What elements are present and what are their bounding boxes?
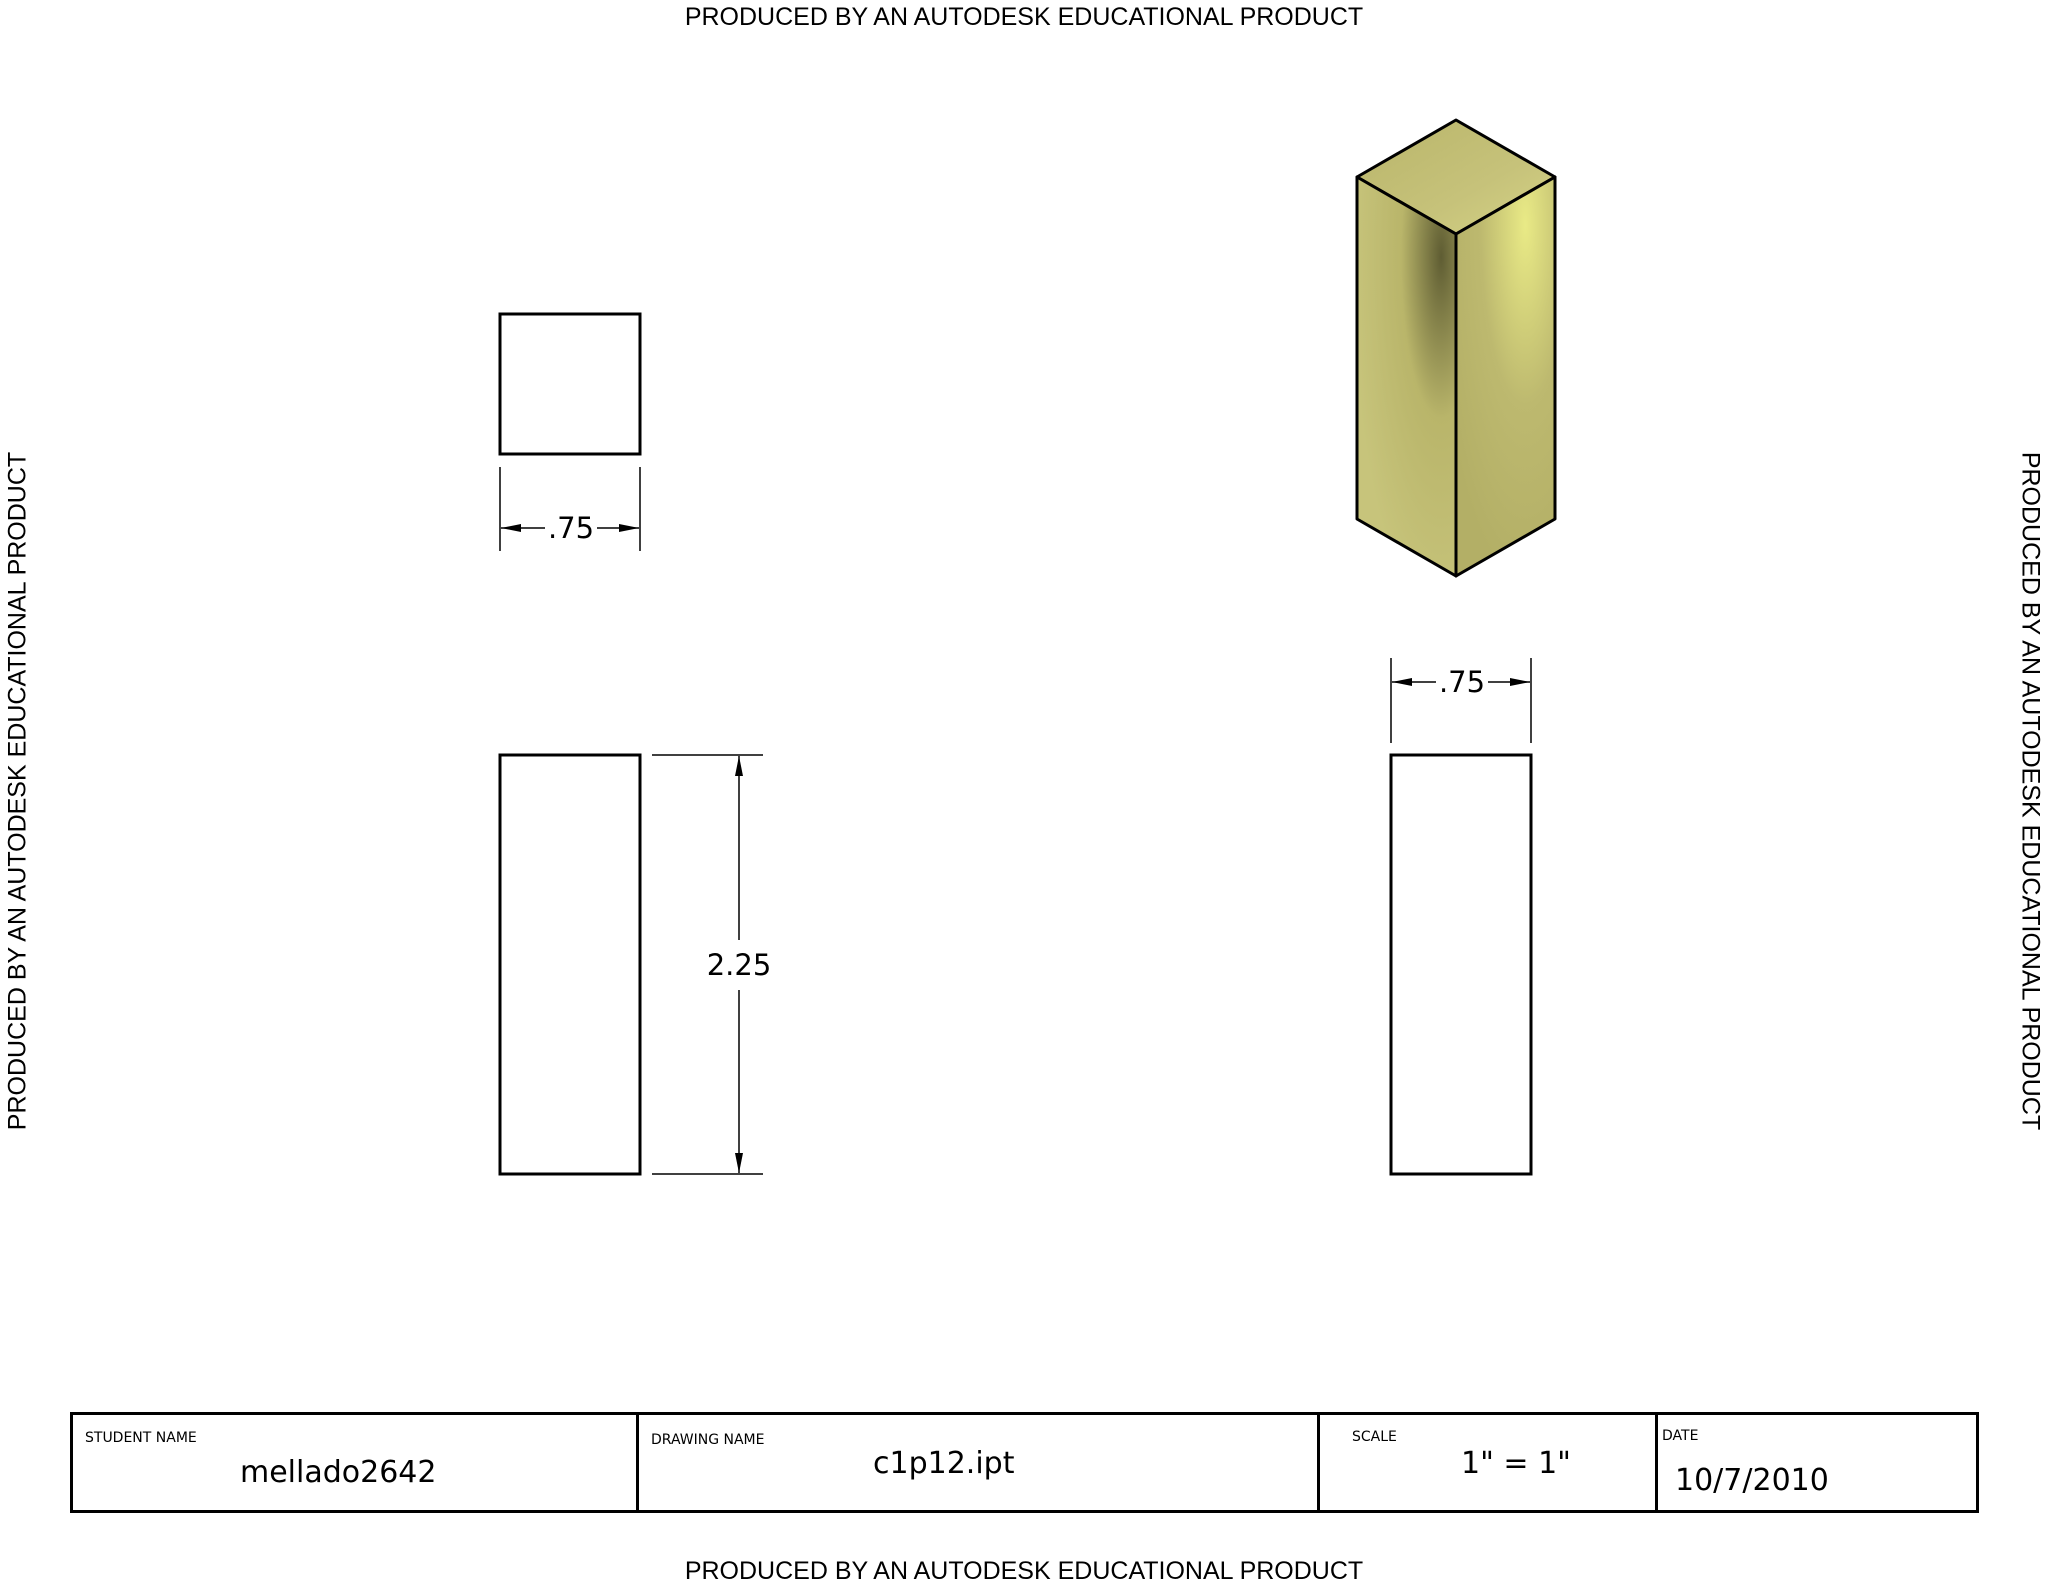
- title-block-student: [73, 1415, 636, 1510]
- watermark-left: PRODUCED BY AN AUTODESK EDUCATIONAL PRODUCT: [3, 451, 32, 1131]
- title-block-date: [1655, 1415, 1976, 1510]
- scale-value: 1" = 1": [1461, 1446, 1571, 1481]
- side-view-width-dim: .75: [1438, 665, 1486, 699]
- student-name-label: STUDENT NAME: [85, 1430, 197, 1446]
- iso-right-face: [1456, 177, 1555, 576]
- side-view: [1391, 658, 1531, 1174]
- scale-label: SCALE: [1352, 1429, 1397, 1445]
- date-label: DATE: [1662, 1428, 1699, 1444]
- title-block: [70, 1412, 1979, 1513]
- front-view: [500, 755, 771, 1174]
- top-view: [500, 314, 640, 551]
- isometric-view: [1357, 120, 1555, 576]
- front-view-outline: [500, 755, 640, 1174]
- front-view-height-dim: 2.25: [706, 948, 772, 982]
- student-name-value: mellado2642: [240, 1455, 437, 1490]
- side-view-outline: [1391, 755, 1531, 1174]
- watermark-top: PRODUCED BY AN AUTODESK EDUCATIONAL PRODUCT: [684, 3, 1364, 31]
- top-view-outline: [500, 314, 640, 454]
- title-block-scale: [1317, 1415, 1655, 1510]
- watermark-right: PRODUCED BY AN AUTODESK EDUCATIONAL PRODUCT: [2016, 451, 2045, 1131]
- watermark-bottom: PRODUCED BY AN AUTODESK EDUCATIONAL PRODUCT: [684, 1557, 1364, 1585]
- drawing-name-label: DRAWING NAME: [651, 1432, 765, 1448]
- date-value: 10/7/2010: [1675, 1463, 1829, 1498]
- title-block-drawing: [636, 1415, 1317, 1510]
- top-view-width-dim: .75: [547, 511, 595, 545]
- iso-left-face: [1357, 177, 1456, 576]
- drawing-name-value: c1p12.ipt: [873, 1446, 1015, 1481]
